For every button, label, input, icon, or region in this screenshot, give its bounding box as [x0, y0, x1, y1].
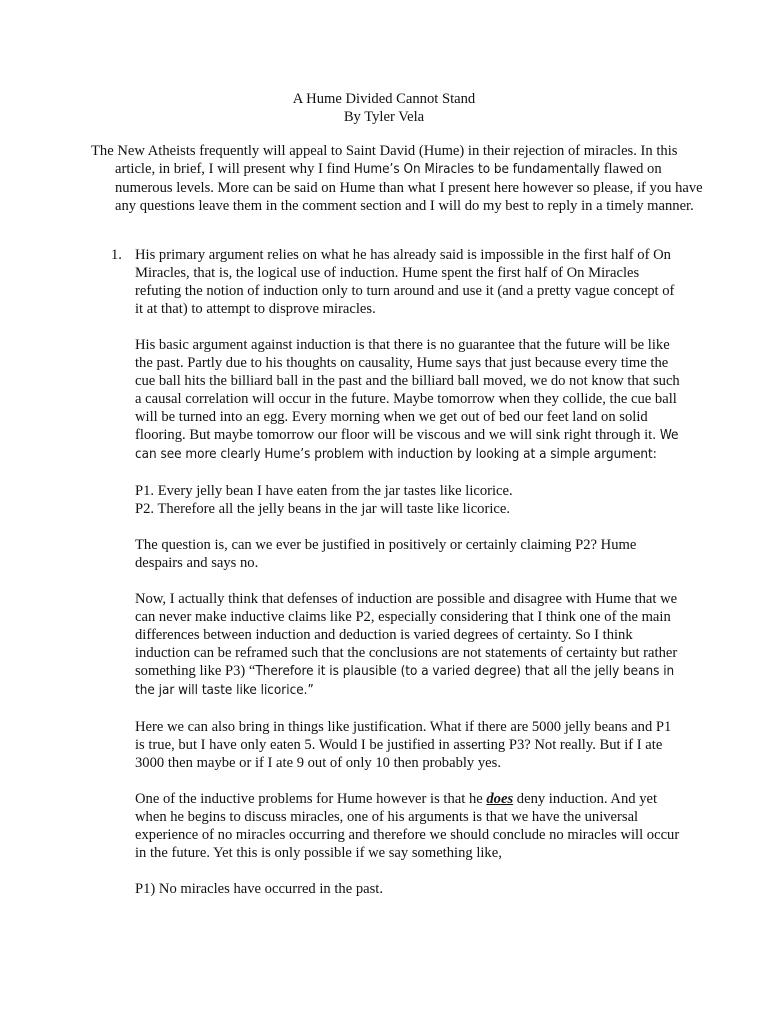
paragraph-inductive-text-a: One of the inductive problems for Hume however is that he: [135, 791, 487, 807]
document-title: A Hume Divided Cannot Stand: [292, 91, 476, 107]
premise-p2: P2. Therefore all the jelly beans in the jar will taste like licorice.: [135, 501, 510, 517]
premises-block: [135, 482, 681, 518]
intro-paragraph: [91, 142, 705, 215]
emphasis-does: does: [486, 791, 514, 807]
list-item-number: 1.: [111, 247, 122, 263]
paragraph-justification: Here we can also bring in things like justification. What if there are 5000 jelly beans and P1 is true, but I have only eaten 5. Would I be justified in asserting P3? Not really. But if I ate 3000 then maybe or if I ate 9 out of only 10 then probably yes.: [135, 719, 672, 771]
paragraph-defenses-text-a: Now, I actually think that defenses of induction are possible and disagree with Hume that we can never make inductive claims like P2, especially considering that I think one of the main differences between induction and deduction is varied degrees of certainty. So I think induction can be reframed such that the conclusions are not statements of certainty but rather something like P3) “: [135, 591, 678, 679]
premise-no-miracles: P1) No miracles have occurred in the past.: [135, 881, 384, 897]
numbered-list: [91, 246, 681, 898]
paragraph-defenses: [135, 590, 681, 700]
title-block: [0, 90, 768, 126]
intro-text-a: The New Atheists frequently will appeal to Saint David (Hume) in their rejection of miracles. In this article, in brief, I will present why I find: [91, 143, 678, 177]
paragraph-induction-text-a: His basic argument against induction is that there is no guarantee that the future will be like the past. Partly due to his thoughts on causality, Hume says that just because every time the cue ball hits the billiard ball in the past and the billiard ball moved, we do not know that such a causal correlation will occur in the future. Maybe tomorrow when they collide, the cue ball will be turned into an egg. Every morning when we get out of bed our feet land on solid flooring. But maybe tomorrow our floor will be viscous and we will sink right through it: [135, 337, 680, 443]
paragraph-inductive-problems: [135, 790, 681, 862]
intro-text-b: Hume’s On Miracles to be fundamentally: [353, 162, 601, 177]
paragraph-induction-text-b: . We can see more clearly Hume’s problem with induction by looking at a simple argument:: [135, 428, 679, 462]
paragraph-primary-argument: His primary argument relies on what he has already said is impossible in the first half of On Miracles, that is, the logical use of induction. Hume spent the first half of On Miracles refuting the notion of induction only to turn around and use it (and a pretty vague concept of it at that) to attempt to disprove miracles.: [135, 247, 675, 317]
paragraph-question: The question is, can we ever be justified in positively or certainly claiming P2? Hume despairs and says no.: [135, 537, 637, 571]
paragraph-induction-argument: [135, 336, 681, 464]
intro-text-c: flawed on numerous levels. More can be said on Hume than what I present here however so please, if you have any questions leave them in the comment section and I will do my best to reply in a timely manner.: [115, 161, 703, 214]
paragraph-inductive-text-b: deny induction. And yet when he begins to discuss miracles, one of his arguments is that we have the universal experience of no miracles occurring and therefore we should conclude no miracles will occur in the future. Yet this is only possible if we say something like,: [135, 791, 680, 861]
document-byline: By Tyler Vela: [343, 109, 425, 125]
paragraph-defenses-text-b: Therefore it is plausible (to a varied degree) that all the jelly beans in the jar will taste like licorice.”: [135, 664, 675, 698]
premise-p1: P1. Every jelly bean I have eaten from the jar tastes like licorice.: [135, 483, 513, 499]
